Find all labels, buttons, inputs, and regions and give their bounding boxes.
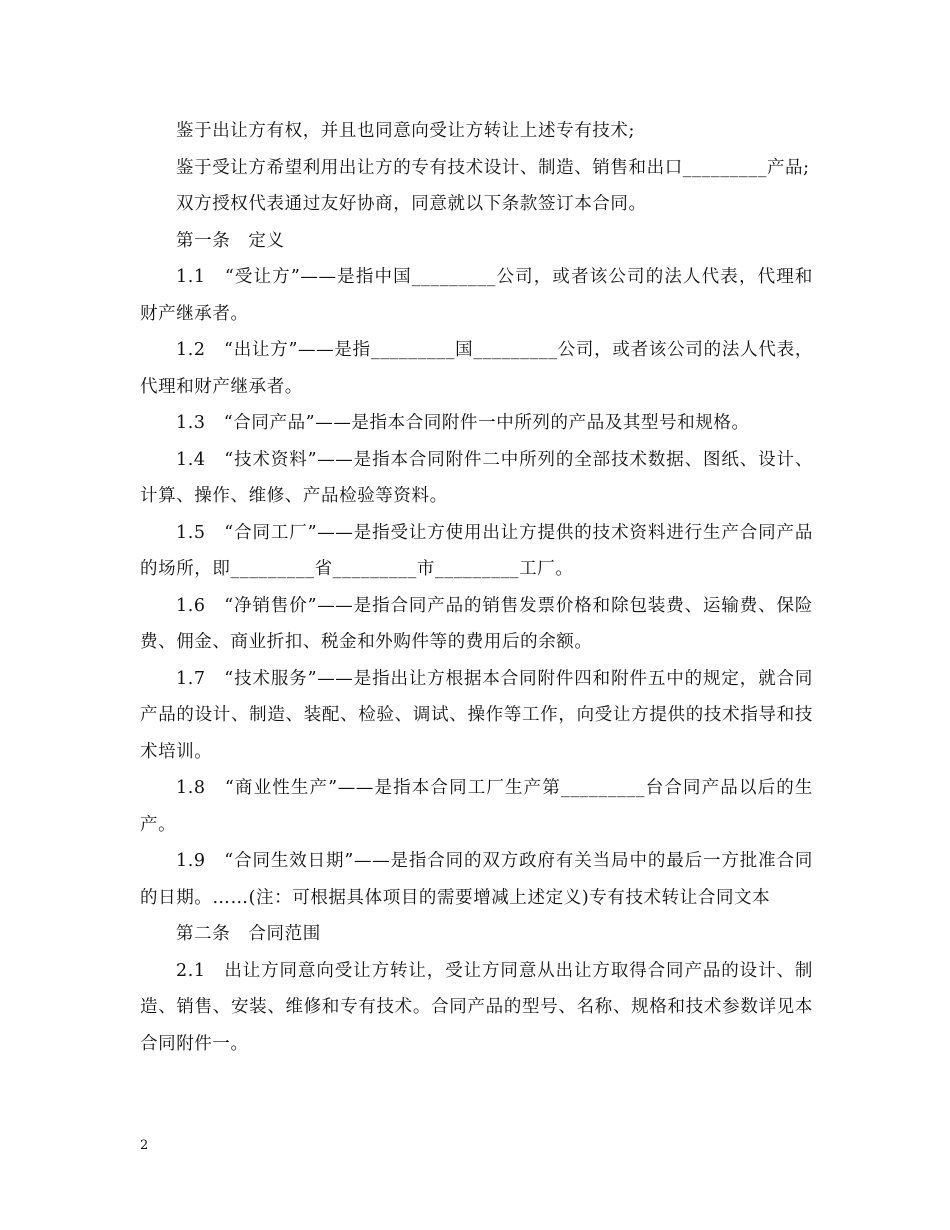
clause-1-9: 1.9 “合同生效日期”——是指合同的双方政府有关当局中的最后一方批准合同的日期。……(注：可根据具体项目的需要增减上述定义)专有技术转让合同文本: [140, 851, 813, 908]
clause-1-8: 1.8 “商业性生产”——是指本合同工厂生产第_________台合同产品以后的生产。: [140, 778, 813, 835]
paragraph-recital-1: 鉴于出让方有权，并且也同意向受让方转让上述专有技术;: [176, 121, 635, 141]
article-2-heading: 第二条 合同范围: [176, 924, 321, 944]
clause-1-5: 1.5 “合同工厂”——是指受让方使用出让方提供的技术资料进行生产合同产品的场所，即_________省_________市_________工厂。: [140, 522, 813, 579]
page-number: 2: [140, 1138, 149, 1153]
clause-1-6: 1.6 “净销售价”——是指合同产品的销售发票价格和除包装费、运输费、保险费、佣金、商业折扣、税金和外购件等的费用后的余额。: [140, 595, 813, 652]
article-1-heading: 第一条 定义: [176, 230, 285, 251]
clause-1-1: 1.1 “受让方”——是指中国_________公司，或者该公司的法人代表，代理和财产继承者。: [140, 267, 813, 324]
document-body: [140, 113, 813, 1062]
clause-1-4: 1.4 “技术资料”——是指本合同附件二中所列的全部技术数据、图纸、设计、计算、操作、维修、产品检验等资料。: [140, 449, 813, 506]
clause-1-3: 1.3 “合同产品”——是指本合同附件一中所列的产品及其型号和规格。: [176, 413, 750, 433]
clause-1-2: 1.2 “出让方”——是指_________国_________公司，或者该公司的法人代表，代理和财产继承者。: [140, 340, 813, 397]
paragraph-recital-2: 鉴于受让方希望利用出让方的专有技术设计、制造、销售和出口_________产品;: [176, 157, 810, 178]
clause-2-1: 2.1 出让方同意向受让方转让，受让方同意从出让方取得合同产品的设计、制造、销售、安装、维修和专有技术。合同产品的型号、名称、规格和技术参数详见本合同附件一。: [140, 960, 813, 1054]
paragraph-agreement: 双方授权代表通过友好协商，同意就以下条款签订本合同。: [176, 194, 647, 214]
clause-1-7: 1.7 “技术服务”——是指出让方根据本合同附件四和附件五中的规定，就合同产品的设计、制造、装配、检验、调试、操作等工作，向受让方提供的技术指导和技术培训。: [140, 668, 813, 762]
